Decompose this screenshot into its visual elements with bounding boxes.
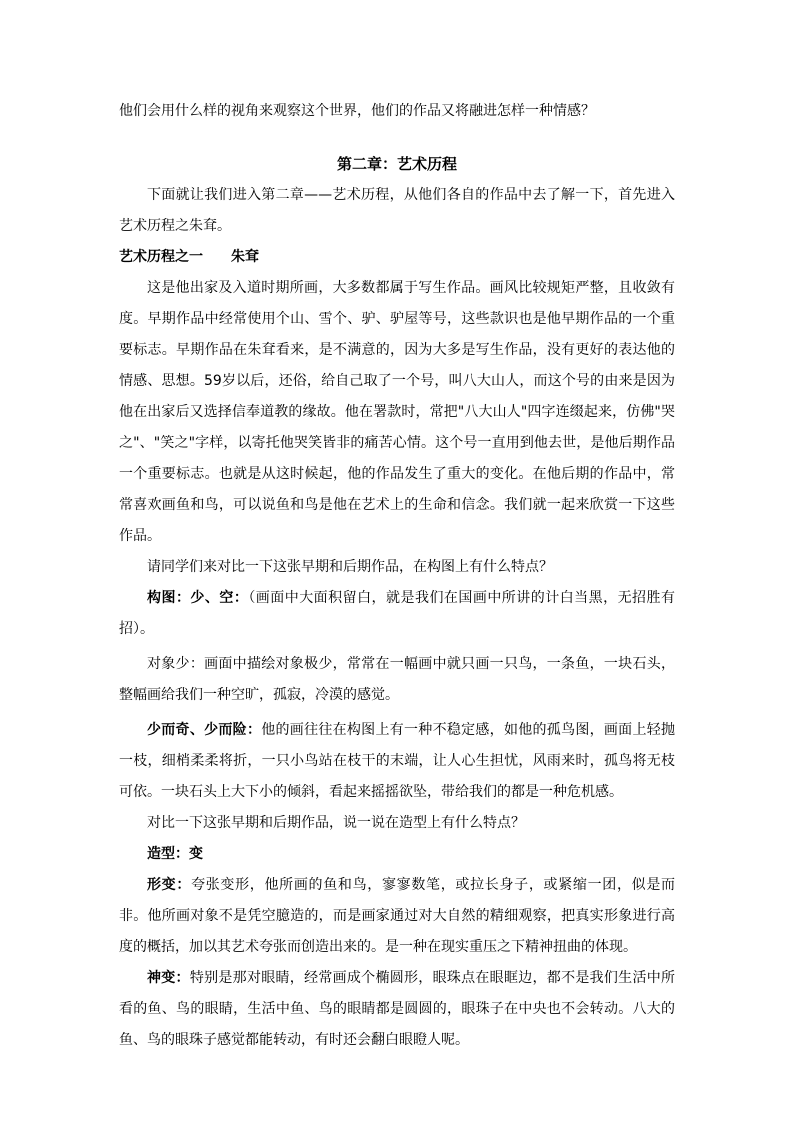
section-name: 朱耷 — [231, 249, 259, 265]
form-text: 夸张变形，他所画的鱼和鸟，寥寥数笔，或拉长身子，或紧缩一团，似是而非。他所画对象不是凭空臆造的，而是画家通过对大自然的精细观察，把真实形象进行高度的概括，加以其艺术夸张而创造出来的。是一种在现实重压之下精神扭曲的体现。 — [119, 877, 676, 955]
paragraph-zhu-da-history: 这是他出家及入道时期所画，大多数都属于写生作品。画风比较规矩严整，且收敛有度。早期作品中经常使用个山、雪个、驴、驴屋等号，这些款识也是他早期作品的一个重要标志。早期作品在朱耷看来，是不满意的，因为大多是写生作品，没有更好的表达他的情感、思想。59岁以后，还俗，给自己取了一个号，叫八大山人，而这个号的由来是因为他在出家后又选择信奉道教的缘故。他在署款时，常把"八大山人"四字连缀起来，仿佛"哭之"、"笑之"字样，以寄托他哭笑皆非的痛苦心情。这个号一直用到他去世，是他后期作品一个重要标志。也就是从这时候起，他的作品发生了重大的变化。在他后期的作品中，常常喜欢画鱼和鸟，可以说鱼和鸟是他在艺术上的生命和信念。我们就一起来欣赏一下这些作品。 — [119, 280, 675, 544]
composition-text: （画面中大面积留白，就是我们在国画中所讲的计白当黑，无招胜有招）。 — [119, 590, 676, 637]
form-paragraph — [119, 870, 675, 963]
shape-heading: 造型：变 — [147, 846, 203, 862]
spirit-paragraph — [119, 963, 675, 1056]
question-composition: 请同学们来对比一下这张早期和后期作品，在构图上有什么特点？ — [147, 559, 553, 575]
chapter-intro: 下面就让我们进入第二章——艺术历程，从他们各自的作品中去了解一下，首先进入艺术历程之朱耷。 — [119, 187, 675, 234]
risk-label: 少而奇、少而险： — [147, 722, 262, 738]
object-paragraph: 对象少：画面中描绘对象极少，常常在一幅画中就只画一只鸟，一条鱼，一块石头，整幅画给我们一种空旷，孤寂，冷漠的感觉。 — [119, 656, 675, 703]
document-body — [119, 96, 675, 1056]
intro-line: 他们会用什么样的视角来观察这个世界，他们的作品又将融进怎样一种情感？ — [119, 103, 595, 119]
risk-paragraph — [119, 715, 675, 808]
section-heading — [119, 242, 675, 273]
form-label: 形变： — [147, 877, 192, 893]
question-shape: 对比一下这张早期和后期作品，说一说在造型上有什么特点？ — [147, 815, 525, 831]
composition-paragraph — [119, 583, 675, 645]
spirit-label: 神变： — [147, 970, 190, 986]
risk-text: 他的画往往在构图上有一种不稳定感，如他的孤鸟图，画面上轻抛一枝，细梢柔柔将折，一只小鸟站在枝干的末端，让人心生担忧，风雨来时，孤鸟将无枝可依。一块石头上大下小的倾斜，看起来摇摇欲坠，带给我们的都是一种危机感。 — [119, 722, 676, 800]
section-label: 艺术历程之一 — [119, 249, 203, 265]
composition-label: 构图：少、空： — [147, 590, 249, 606]
spirit-text: 特别是那对眼睛，经常画成个椭圆形，眼珠点在眼眶边，都不是我们生活中所看的鱼、鸟的眼睛，生活中鱼、鸟的眼睛都是圆圆的，眼珠子在中央也不会转动。八大的鱼、鸟的眼珠子感觉都能转动，有时还会翻白眼瞪人呢。 — [119, 970, 676, 1048]
chapter-title: 第二章：艺术历程 — [336, 155, 457, 173]
